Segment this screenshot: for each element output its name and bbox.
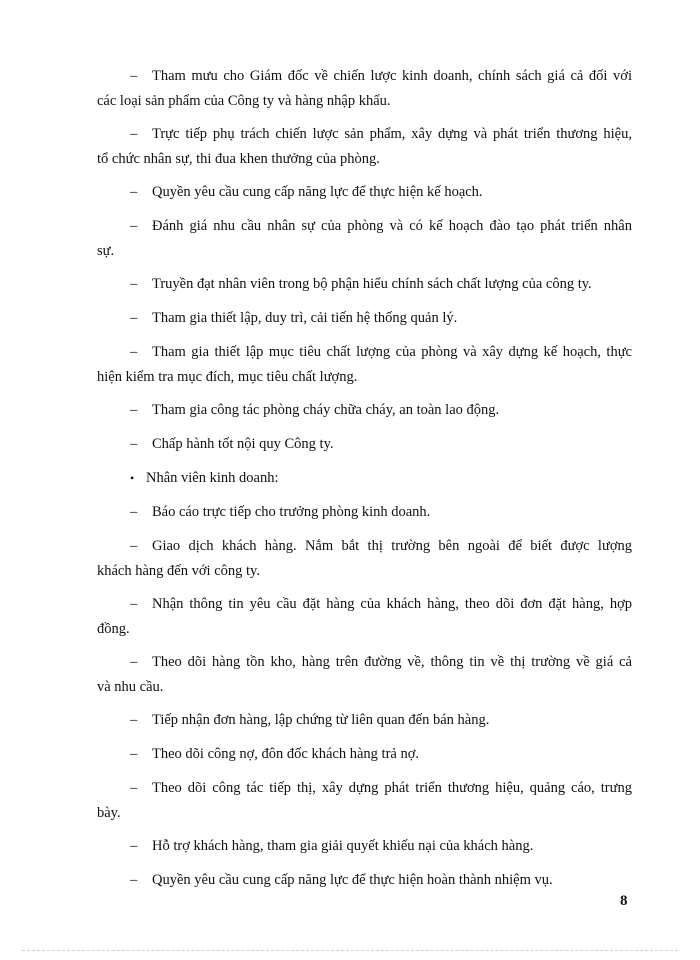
list-item-text: Giao dịch khách hàng. Nắm bắt thị trường bên ngoài để biết được lượng <box>152 538 632 554</box>
dash-marker: – <box>130 218 138 234</box>
list-item-text: tổ chức nhân sự, thi đua khen thưởng của phòng. <box>97 151 380 167</box>
list-item-line <box>130 595 632 613</box>
list-item-continuation <box>97 804 121 822</box>
list-item-text: sự. <box>97 243 115 259</box>
list-item-text: Tham gia thiết lập, duy trì, cải tiến hệ thống quản lý. <box>152 310 458 326</box>
list-item-continuation <box>97 678 163 696</box>
dash-marker: – <box>130 276 138 292</box>
dash-marker: – <box>130 68 138 84</box>
dash-marker: – <box>130 538 138 554</box>
list-item-text: khách hàng đến với công ty. <box>97 563 260 579</box>
list-item-text: Chấp hành tốt nội quy Công ty. <box>152 436 334 452</box>
list-item-text: Trực tiếp phụ trách chiến lược sản phẩm, xây dựng và phát triển thương hiệu, <box>152 126 632 142</box>
list-item-text: và nhu cầu. <box>97 679 164 695</box>
list-item-line <box>130 745 419 763</box>
list-item-text: Tham mưu cho Giám đốc về chiến lược kinh doanh, chính sách giá cả đối với <box>152 68 632 84</box>
list-item-line <box>130 309 457 327</box>
dash-marker: – <box>130 712 138 728</box>
list-item-line <box>130 67 632 85</box>
list-item-continuation <box>97 620 130 638</box>
list-item-text: Tiếp nhận đơn hàng, lập chứng từ liên quan đến bán hàng. <box>152 712 490 728</box>
list-item-line <box>130 537 632 555</box>
list-item-text: hiện kiểm tra mục đích, mục tiêu chất lượng. <box>97 369 358 385</box>
list-item-continuation <box>97 92 391 110</box>
list-item-line <box>130 653 632 671</box>
list-item-text: Truyền đạt nhân viên trong bộ phận hiểu chính sách chất lượng của công ty. <box>152 276 592 292</box>
list-item-text: bày. <box>97 805 121 821</box>
list-item-text: các loại sản phẩm của Công ty và hàng nhập khẩu. <box>97 93 391 109</box>
list-item-text: Báo cáo trực tiếp cho trưởng phòng kinh doanh. <box>152 504 431 520</box>
list-item-line <box>130 401 499 419</box>
dash-marker: – <box>130 504 138 520</box>
dash-marker: – <box>130 126 138 142</box>
list-item-text: Theo dõi hàng tồn kho, hàng trên đường về, thông tin về thị trường về giá cả <box>152 654 632 670</box>
list-item-line <box>130 125 632 143</box>
dash-marker: – <box>130 402 138 418</box>
bullet-marker: • <box>130 471 135 485</box>
list-item-text: Nhận thông tin yêu cầu đặt hàng của khách hàng, theo dõi đơn đặt hàng, hợp <box>152 596 632 612</box>
dash-marker: – <box>130 184 138 200</box>
dash-marker: – <box>130 746 138 762</box>
list-item-line <box>130 343 632 361</box>
list-item-text: Quyền yêu cầu cung cấp năng lực để thực hiện hoàn thành nhiệm vụ. <box>152 872 553 888</box>
list-item-text: Theo dõi công nợ, đôn đốc khách hàng trả nợ. <box>152 746 420 762</box>
list-item-line <box>130 183 483 201</box>
list-item-line <box>130 503 430 521</box>
dash-marker: – <box>130 344 138 360</box>
list-item-text: Theo dõi công tác tiếp thị, xây dựng phát triển thương hiệu, quảng cáo, trưng <box>152 780 632 796</box>
list-item-line <box>130 871 553 889</box>
dash-marker: – <box>130 872 138 888</box>
list-item-text: Hỗ trợ khách hàng, tham gia giải quyết khiếu nại của khách hàng. <box>152 838 534 854</box>
page-bottom-divider <box>22 950 678 951</box>
list-item-text: Quyền yêu cầu cung cấp năng lực để thực hiện kế hoạch. <box>152 184 483 200</box>
list-item-line <box>130 711 489 729</box>
dash-marker: – <box>130 654 138 670</box>
list-item-line <box>130 275 592 293</box>
list-item-continuation <box>97 242 114 260</box>
dash-marker: – <box>130 436 138 452</box>
page-number: 8 <box>620 893 628 909</box>
list-item-text: Tham gia thiết lập mục tiêu chất lượng của phòng và xây dựng kế hoạch, thực <box>152 344 632 360</box>
list-item-continuation <box>97 562 260 580</box>
list-item-line <box>130 217 632 235</box>
list-item-line <box>130 435 334 453</box>
dash-marker: – <box>130 310 138 326</box>
dash-marker: – <box>130 838 138 854</box>
list-item-continuation <box>97 368 357 386</box>
list-item-line <box>130 779 632 797</box>
list-item-text: đồng. <box>97 621 130 637</box>
dash-marker: – <box>130 780 138 796</box>
list-item-continuation <box>97 150 380 168</box>
dash-marker: – <box>130 596 138 612</box>
list-item-text: Đánh giá nhu cầu nhân sự của phòng và có kế hoạch đào tạo phát triển nhân <box>152 218 632 234</box>
list-item-text: Tham gia công tác phòng cháy chữa cháy, an toàn lao động. <box>152 402 500 418</box>
list-item-line <box>130 837 533 855</box>
list-item-text: Nhân viên kinh doanh: <box>146 470 279 486</box>
list-item-line <box>130 469 279 487</box>
